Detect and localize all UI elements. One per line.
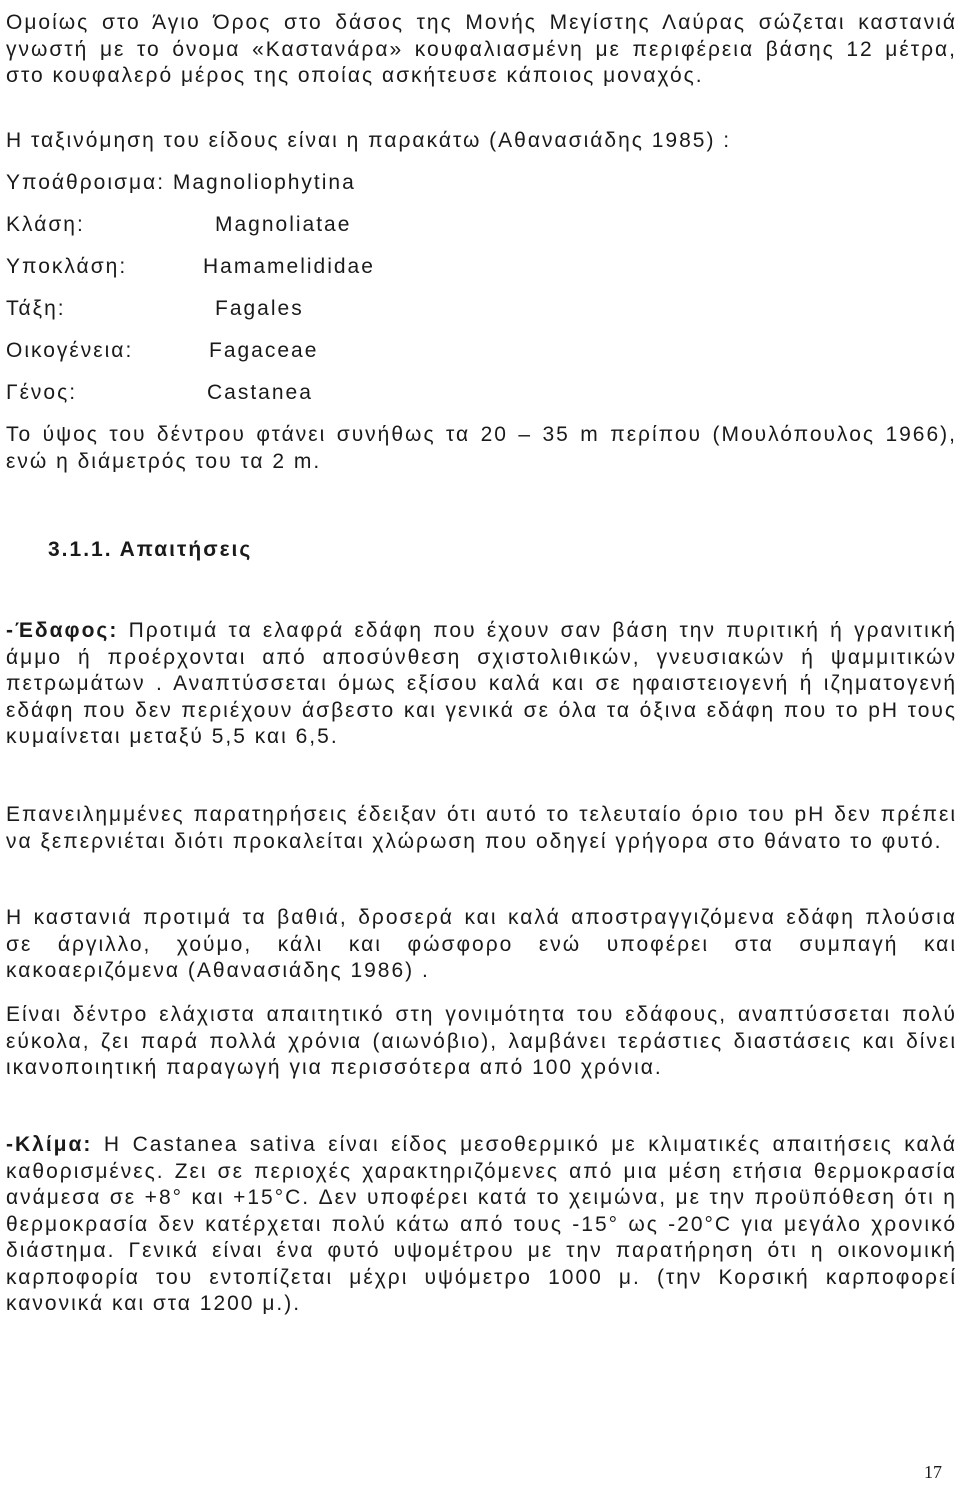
subclass-label: Υποκλάση:: [6, 255, 128, 278]
order-label: Τάξη:: [6, 297, 66, 320]
soil-paragraph-1: [6, 618, 957, 751]
section-heading: 3.1.1. Απαιτήσεις: [48, 538, 253, 561]
class-label: Κλάση:: [6, 213, 85, 236]
class-value: Magnoliatae: [215, 213, 352, 236]
page-number: 17: [924, 1462, 942, 1482]
classification-intro: Η ταξινόμηση του είδους είναι η παρακάτω (Αθανασιάδης 1985) :: [6, 129, 732, 152]
climate-label: -Κλίμα:: [6, 1133, 93, 1156]
family-label: Οικογένεια:: [6, 339, 134, 362]
soil-paragraph-4: Είναι δέντρο ελάχιστα απαιτητικό στη γονιμότητα του εδάφους, αναπτύσσεται πολύ εύκολα, ζει παρά πολλά χρόνια (αιωνόβιο), λαμβάνει τεράστιες διαστάσεις και δίνει ικανοποιητική παραγωγή για περισσότερα από 100 χρόνια.: [6, 1003, 957, 1079]
soil-label: -Έδαφος:: [6, 619, 119, 642]
subclass-value: Hamamelididae: [203, 255, 375, 278]
genus-label: Γένος:: [6, 381, 78, 404]
height-paragraph: Το ύψος του δέντρου φτάνει συνήθως τα 20 – 35 m περίπου (Μουλόπουλος 1966), ενώ η διάμετρός του τα 2 m.: [6, 423, 957, 473]
soil-paragraph-2: Επανειλημμένες παρατηρήσεις έδειξαν ότι αυτό το τελευταίο όριο του pH δεν πρέπει να ξεπερνιέται διότι προκαλείται χλώρωση που οδηγεί γρήγορα στο θάνατο το φυτό.: [6, 803, 957, 853]
intro-paragraph: Ομοίως στο Άγιο Όρος στο δάσος της Μονής Μεγίστης Λαύρας σώζεται καστανιά γνωστή με το όνομα «Καστανάρα» κουφαλιασμένη με περιφέρεια βάσης 12 μέτρα, στο κουφαλερό μέρος της οποίας ασκήτευσε κάποιος μοναχός.: [6, 11, 957, 87]
soil-paragraph-3: Η καστανιά προτιμά τα βαθιά, δροσερά και καλά αποστραγγιζόμενα εδάφη πλούσια σε άργιλλο, χούμο, κάλι και φώσφορο ενώ υποφέρει στα συμπαγή και κακοαεριζόμενα (Αθανασιάδης 1986) .: [6, 906, 957, 982]
order-value: Fagales: [215, 297, 304, 320]
genus-value: Castanea: [207, 381, 313, 404]
soil-text-1: Προτιμά τα ελαφρά εδάφη που έχουν σαν βάση την πυριτική ή γρανιτική άμμο ή προέρχονται από αποσύνθεση σχιστολιθικών, γνευσιακών ή ψαμμιτικών πετρωμάτων . Αναπτύσσεται όμως εξίσου καλά και σε ηφαιστειογενή ή ιζηματογενή εδάφη που δεν περιέχουν άσβεστο και γενικά σε όλα τα όξινα εδάφη που το pH τους κυμαίνεται μεταξύ 5,5 και 6,5.: [6, 619, 957, 748]
climate-text: Η Castanea sativa είναι είδος μεσοθερμικό με κλιματικές απαιτήσεις καλά καθορισμένες. Ζει σε περιοχές χαρακτηριζόμενες από μια μέση ετήσια θερμοκρασία ανάμεσα σε +8° και +15°C. Δεν υποφέρει κατά το χειμώνα, με την προϋπόθεση ότι η θερμοκρασία δεν κατέρχεται πολύ κάτω από τους -15° ως -20°C για μεγάλο χρονικό διάστημα. Γενικά είναι ένα φυτό υψομέτρου με την παρατήρηση ότι η οικονομική καρποφορία του εντοπίζεται μέχρι υψόμετρο 1000 μ. (την Κορσική καρποφορεί κανονικά και στα 1200 μ.).: [6, 1133, 957, 1315]
climate-paragraph: [6, 1132, 957, 1318]
classification-subdivision: Υποάθροισμα: Magnoliophytina: [6, 171, 356, 194]
family-value: Fagaceae: [209, 339, 319, 362]
